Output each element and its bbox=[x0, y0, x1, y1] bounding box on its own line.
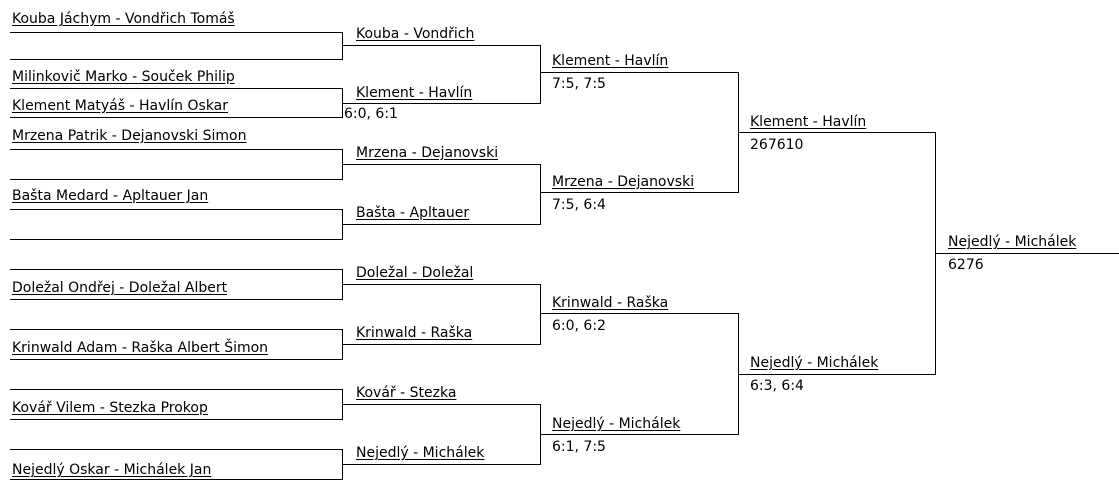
bracket-line bbox=[738, 374, 935, 375]
bracket-line bbox=[10, 299, 342, 300]
round3-team-2[interactable]: Mrzena - Dejanovski bbox=[552, 174, 695, 190]
round1-team-2[interactable]: Milinkovič Marko - Souček Philip bbox=[12, 69, 235, 85]
round3-team-4[interactable]: Nejedlý - Michálek bbox=[552, 416, 681, 432]
round2-team-2[interactable]: Klement - Havlín bbox=[356, 85, 473, 101]
bracket-line bbox=[342, 45, 540, 46]
round2-team-3[interactable]: Mrzena - Dejanovski bbox=[356, 145, 499, 161]
round1-team-3[interactable]: Klement Matyáš - Havlín Oskar bbox=[12, 98, 229, 114]
round3-score-4: 6:1, 7:5 bbox=[552, 439, 606, 455]
bracket-line bbox=[10, 389, 342, 390]
round2-team-1[interactable]: Kouba - Vondřich bbox=[356, 26, 475, 42]
bracket-line bbox=[10, 88, 342, 89]
round3-score-2: 7:5, 6:4 bbox=[552, 197, 606, 213]
bracket-line bbox=[342, 32, 343, 60]
bracket-line bbox=[342, 164, 540, 165]
bracket-line bbox=[10, 239, 342, 240]
bracket-line bbox=[540, 284, 541, 345]
bracket-line bbox=[342, 344, 540, 345]
bracket-line bbox=[10, 209, 342, 210]
bracket-line bbox=[540, 45, 541, 104]
round2-team-4[interactable]: Bašta - Apltauer bbox=[356, 205, 470, 221]
round3-team-3[interactable]: Krinwald - Raška bbox=[552, 295, 669, 311]
round4-score-1: 267610 bbox=[750, 137, 804, 153]
bracket-line bbox=[10, 419, 342, 420]
bracket-line bbox=[10, 179, 342, 180]
round2-team-5[interactable]: Doležal - Doležal bbox=[356, 265, 474, 281]
round2-team-8[interactable]: Nejedlý - Michálek bbox=[356, 445, 485, 461]
round1-team-5[interactable]: Bašta Medard - Apltauer Jan bbox=[12, 188, 209, 204]
bracket-line bbox=[10, 269, 342, 270]
round4-score-2: 6:3, 6:4 bbox=[750, 378, 804, 394]
bracket-line bbox=[342, 224, 540, 225]
bracket-line bbox=[540, 192, 738, 193]
round1-team-1[interactable]: Kouba Jáchym - Vondřich Tomáš bbox=[12, 11, 235, 27]
bracket-line bbox=[10, 32, 342, 33]
bracket-line bbox=[540, 313, 738, 314]
bracket-line bbox=[738, 132, 935, 133]
round1-team-8[interactable]: Kovář Vilem - Stezka Prokop bbox=[12, 400, 208, 416]
round2-team-6[interactable]: Krinwald - Raška bbox=[356, 325, 473, 341]
bracket-line bbox=[10, 149, 342, 150]
bracket-line bbox=[10, 329, 342, 330]
final-score: 6276 bbox=[948, 257, 984, 273]
round3-score-1: 7:5, 7:5 bbox=[552, 76, 606, 92]
round1-team-7[interactable]: Krinwald Adam - Raška Albert Šimon bbox=[12, 340, 269, 356]
round3-score-3: 6:0, 6:2 bbox=[552, 318, 606, 334]
bracket-line bbox=[342, 284, 540, 285]
round4-team-2[interactable]: Nejedlý - Michálek bbox=[750, 355, 879, 371]
round2-team-7[interactable]: Kovář - Stezka bbox=[356, 385, 457, 401]
bracket-line bbox=[10, 359, 342, 360]
round1-team-9[interactable]: Nejedlý Oskar - Michálek Jan bbox=[12, 462, 212, 478]
bracket-line bbox=[935, 253, 1119, 254]
round3-team-1[interactable]: Klement - Havlín bbox=[552, 53, 669, 69]
bracket-line bbox=[10, 117, 342, 118]
round1-team-4[interactable]: Mrzena Patrik - Dejanovski Simon bbox=[12, 128, 247, 144]
bracket-line bbox=[540, 434, 738, 435]
final-winner[interactable]: Nejedlý - Michálek bbox=[948, 234, 1077, 250]
bracket-line bbox=[342, 103, 540, 104]
bracket-line bbox=[342, 464, 540, 465]
bracket-line bbox=[540, 72, 738, 73]
round1-team-6[interactable]: Doležal Ondřej - Doležal Albert bbox=[12, 280, 228, 296]
bracket-line bbox=[10, 449, 342, 450]
round4-team-1[interactable]: Klement - Havlín bbox=[750, 114, 867, 130]
round2-score-2: 6:0, 6:1 bbox=[344, 106, 398, 122]
bracket-line bbox=[540, 164, 541, 225]
bracket-line bbox=[10, 59, 342, 60]
bracket-line bbox=[342, 404, 540, 405]
